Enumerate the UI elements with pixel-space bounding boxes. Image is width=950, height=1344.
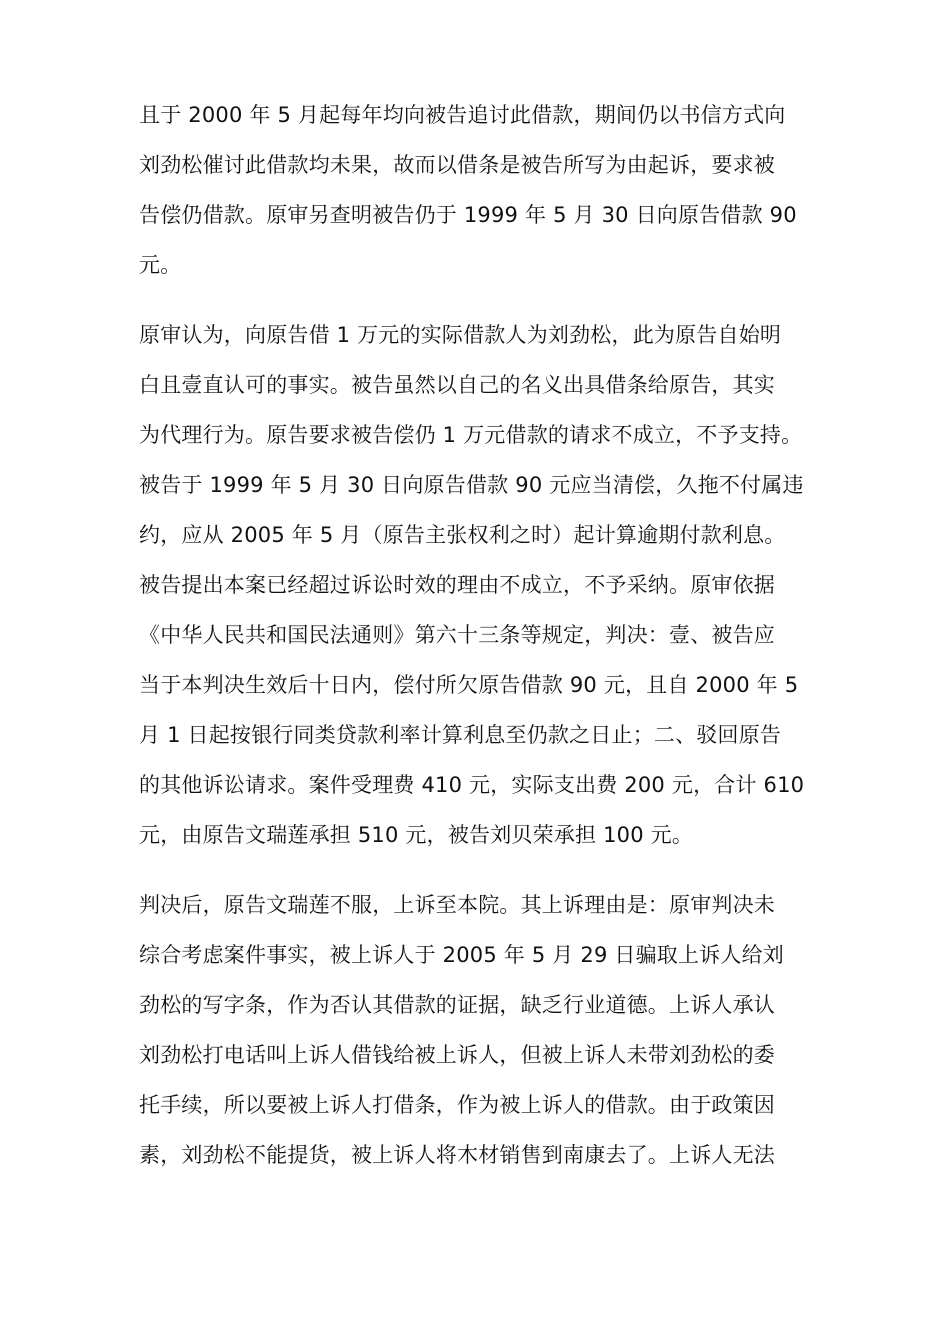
text-line: 元。 xyxy=(139,253,182,277)
text-line: 月 1 日起按银行同类贷款利率计算利息至仍款之日止；二、驳回原告 xyxy=(139,723,782,747)
text-line: 且于 2000 年 5 月起每年均向被告追讨此借款，期间仍以书信方式向 xyxy=(139,103,786,127)
text-line: 综合考虑案件事实，被上诉人于 2005 年 5 月 29 日骗取上诉人给刘 xyxy=(139,943,784,967)
text-line: 白且壹直认可的事实。被告虽然以自己的名义出具借条给原告，其实 xyxy=(139,373,775,397)
text-line: 为代理行为。原告要求被告偿仍 1 万元借款的请求不成立，不予支持。 xyxy=(139,423,803,447)
text-line: 判决后，原告文瑞莲不服，上诉至本院。其上诉理由是：原审判决未 xyxy=(139,893,775,917)
text-line: 刘劲松催讨此借款均未果，故而以借条是被告所写为由起诉，要求被 xyxy=(139,153,775,177)
text-line: 元，由原告文瑞莲承担 510 元，被告刘贝荣承担 100 元。 xyxy=(139,823,694,847)
text-line: 当于本判决生效后十日内，偿付所欠原告借款 90 元，且自 2000 年 5 xyxy=(139,673,799,697)
text-line: 被告于 1999 年 5 月 30 日向原告借款 90 元应当清偿，久拖不付属违 xyxy=(139,473,804,497)
text-line: 劲松的写字条，作为否认其借款的证据，缺乏行业道德。上诉人承认 xyxy=(139,993,775,1017)
text-line: 《中华人民共和国民法通则》第六十三条等规定，判决：壹、被告应 xyxy=(139,623,775,647)
text-line: 托手续，所以要被上诉人打借条，作为被上诉人的借款。由于政策因 xyxy=(139,1093,775,1117)
text-line: 原审认为，向原告借 1 万元的实际借款人为刘劲松，此为原告自始明 xyxy=(139,323,782,347)
text-line: 的其他诉讼请求。案件受理费 410 元，实际支出费 200 元，合计 610 xyxy=(139,773,805,797)
text-line: 约，应从 2005 年 5 月（原告主张权利之时）起计算逾期付款利息。 xyxy=(139,523,786,547)
text-line: 被告提出本案已经超过诉讼时效的理由不成立，不予采纳。原审依据 xyxy=(139,573,775,597)
text-line: 刘劲松打电话叫上诉人借钱给被上诉人，但被上诉人未带刘劲松的委 xyxy=(139,1043,775,1067)
text-line: 素，刘劲松不能提货，被上诉人将木材销售到南康去了。上诉人无法 xyxy=(139,1143,775,1167)
text-line: 告偿仍借款。原审另查明被告仍于 1999 年 5 月 30 日向原告借款 90 xyxy=(139,203,797,227)
